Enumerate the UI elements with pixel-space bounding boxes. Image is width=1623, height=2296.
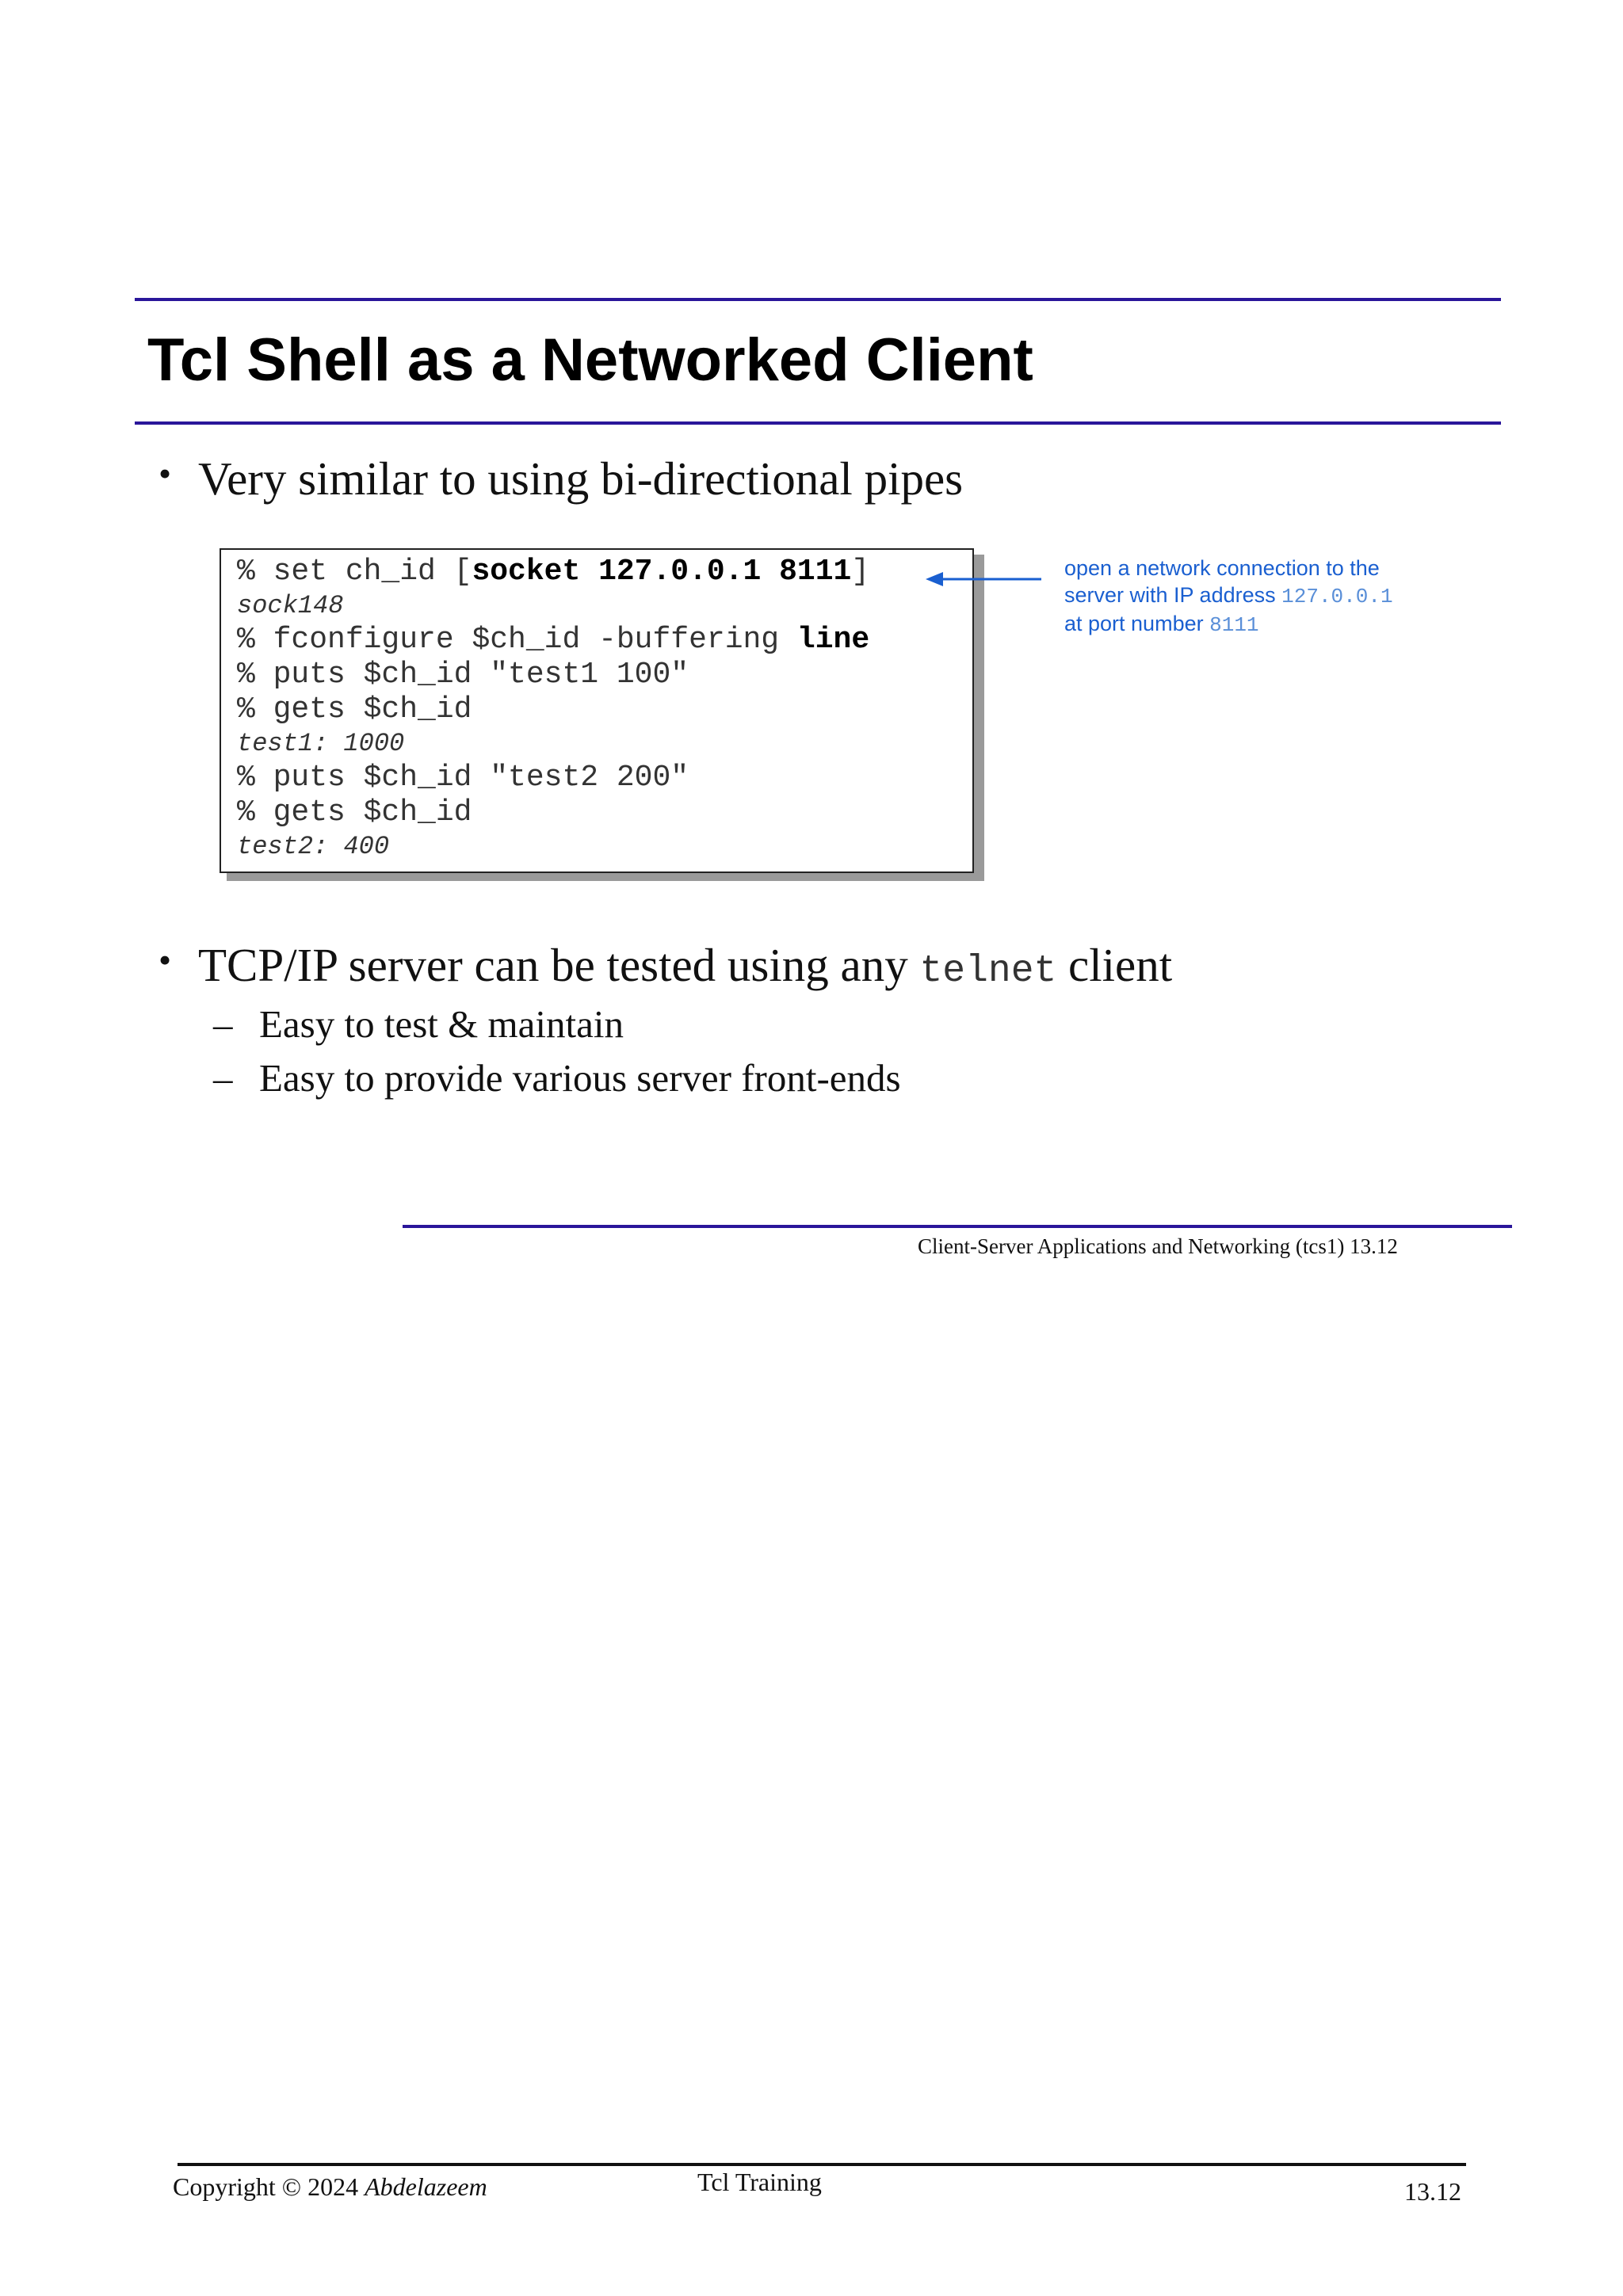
bullet-text: Very similar to using bi-directional pipes: [198, 452, 964, 505]
sub-bullet-item: [213, 1054, 901, 1103]
sub-bullet-dash: –: [213, 1056, 233, 1100]
bullet-text: TCP/IP server can be tested using any: [198, 939, 908, 991]
title-bottom-rule: [135, 421, 1501, 425]
bullet-dot: •: [158, 453, 172, 494]
code-line: % gets $ch_id: [237, 795, 472, 830]
arrow-left-icon: [924, 567, 1043, 591]
annotation-line: open a network connection to the: [1064, 556, 1380, 580]
bullet-text: client: [1068, 939, 1173, 991]
footer-copyright: Copyright © 2024 Abdelazeem: [173, 2172, 487, 2201]
footer-page-number: 13.12: [1404, 2177, 1461, 2206]
inline-code: telnet: [919, 950, 1057, 993]
code-output-line: sock148: [237, 591, 344, 620]
sub-bullet-text: Easy to test & maintain: [259, 1002, 624, 1046]
footer-course: Tcl Training: [697, 2168, 822, 2196]
code-block: [220, 548, 974, 873]
sub-bullet-text: Easy to provide various server front-ends: [259, 1056, 901, 1100]
bullet-item: [158, 450, 964, 507]
code-output-line: test2: 400: [237, 832, 390, 861]
page-footer-rule: [178, 2163, 1466, 2166]
section-footer-rule: [403, 1225, 1512, 1228]
code-output-line: test1: 1000: [237, 729, 405, 758]
annotation-line: at port number 8111: [1064, 612, 1259, 637]
code-line: % gets $ch_id: [237, 692, 472, 727]
sub-bullet-dash: –: [213, 1002, 233, 1046]
page-title: Tcl Shell as a Networked Client: [147, 326, 1033, 394]
code-annotation: [1064, 555, 1393, 639]
annotation-line: server with IP address 127.0.0.1: [1064, 583, 1393, 608]
footer-author: Abdelazeem: [365, 2172, 487, 2201]
code-line: % set ch_id [socket 127.0.0.1 8111]: [237, 555, 870, 589]
bullet-item: [158, 936, 1173, 1000]
title-top-rule: [135, 298, 1501, 301]
code-line: % puts $ch_id "test2 200": [237, 761, 689, 795]
bullet-dot: •: [158, 940, 172, 980]
section-footer: Client-Server Applications and Networking (tcs1) 13.12: [918, 1234, 1398, 1258]
code-line: % fconfigure $ch_id -buffering line: [237, 623, 870, 657]
sub-bullet-item: [213, 1000, 624, 1049]
code-line: % puts $ch_id "test1 100": [237, 658, 689, 692]
